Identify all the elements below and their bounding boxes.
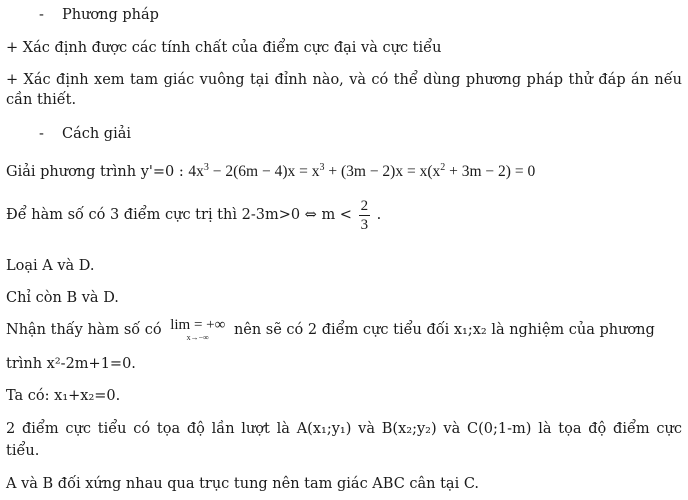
remaining-line: Chỉ còn B và D.	[6, 290, 119, 306]
method-line-2: + Xác định xem tam giác vuông tại đỉnh nào, và có thể dùng phương pháp thử đáp án nếu	[6, 72, 682, 88]
heading-text: Phương pháp	[62, 7, 159, 23]
dash-bullet: -	[39, 126, 44, 142]
coordinates-line-end: tiểu.	[6, 443, 40, 459]
limit-line	[6, 314, 682, 346]
method-line-1: + Xác định được các tính chất của điểm cực đại và cực tiểu	[6, 40, 442, 56]
limit-text-after: nên sẽ có 2 điểm cực tiểu đối x₁;x₂ là nghiệm của phương	[233, 322, 655, 338]
derivative-equation: $4x^3 - 2(6m - 4)x = x^3 + (3m - 2)x = x(x^2 + 3m - 2) = 0$	[188, 161, 536, 180]
sum-roots-line: Ta có: x₁+x₂=0.	[6, 388, 121, 404]
fraction-two-thirds: $\frac{2}{3}$	[360, 197, 369, 233]
derivative-equation-line	[6, 162, 682, 182]
quadratic-line: trình x²-2m+1=0.	[6, 356, 136, 372]
limit-text-before: Nhận thấy hàm số có	[6, 322, 162, 338]
equation-prefix: Giải phương trình y'=0 :	[6, 164, 184, 180]
heading-text: Cách giải	[62, 126, 132, 142]
condition-text: Để hàm số có 3 điểm cực trị thì 2-3m>0 ⇔ m <	[6, 207, 352, 223]
symmetry-line: A và B đối xứng nhau qua trục tung nên tam giác ABC cân tại C.	[6, 476, 480, 492]
method-line-3: cần thiết.	[6, 92, 77, 108]
condition-line	[6, 196, 682, 234]
limit-expression: lim = +∞ x→−∞	[170, 317, 226, 342]
eliminate-line: Loại A và D.	[6, 258, 95, 274]
coordinates-line: 2 điểm cực tiểu có tọa độ lần lượt là A(x₁;y₁) và B(x₂;y₂) và C(0;1-m) là tọa độ điểm cực	[6, 421, 682, 437]
dash-bullet: -	[39, 7, 44, 23]
condition-end: .	[376, 207, 382, 223]
